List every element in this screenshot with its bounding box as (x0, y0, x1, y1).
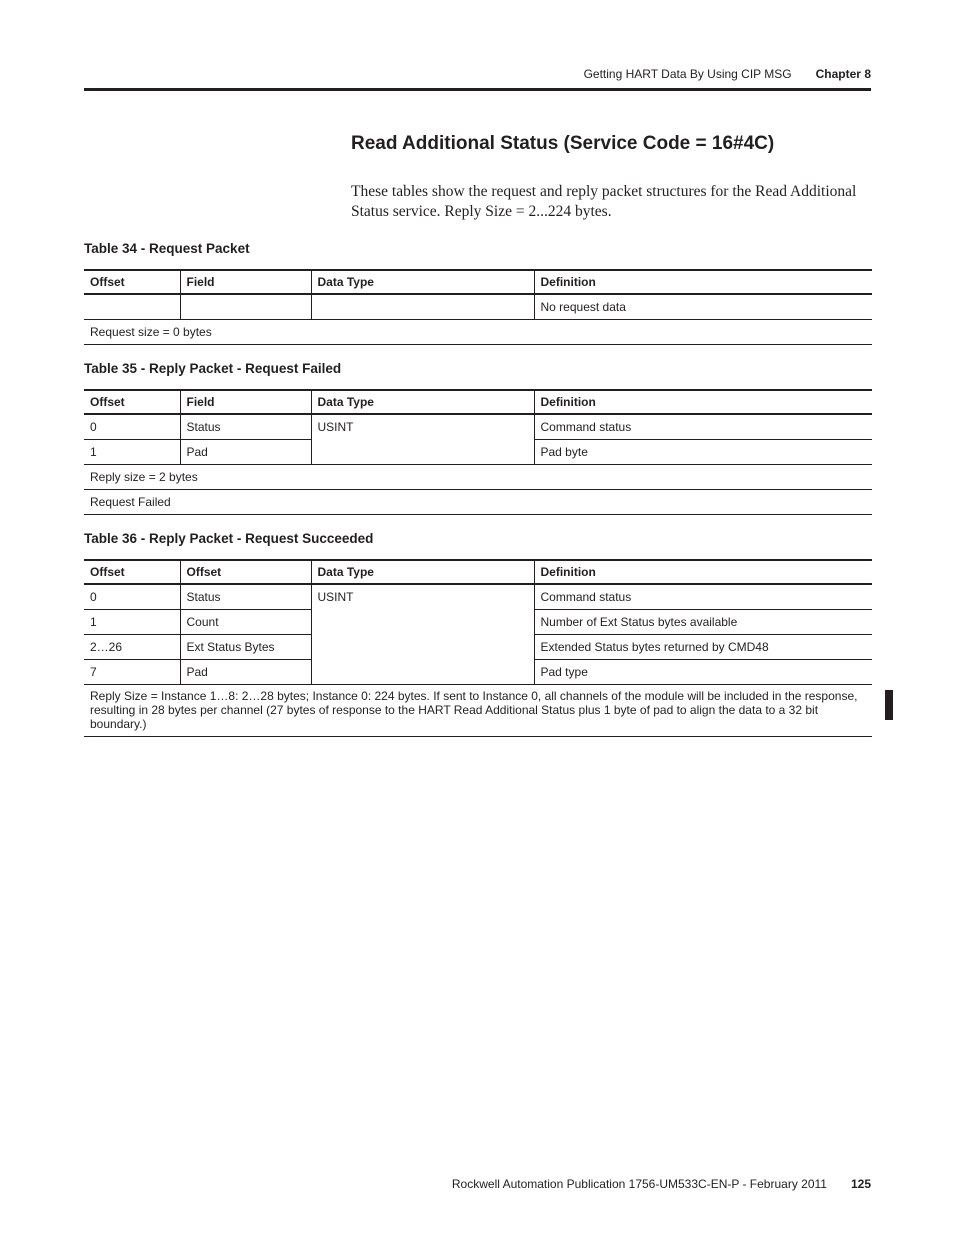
table-cell: Command status (534, 414, 872, 440)
table-cell: Pad (180, 440, 311, 465)
intro-paragraph: These tables show the request and reply packet structures for the Read Additional Status service. Reply Size = 2...224 bytes. (351, 183, 857, 220)
page-number: 125 (850, 1177, 871, 1191)
column-header: Definition (534, 270, 872, 294)
column-header: Data Type (311, 270, 534, 294)
table-cell: Pad type (534, 660, 872, 685)
column-header: Field (180, 390, 311, 414)
chapter-label: Chapter 8 (815, 67, 871, 81)
running-title: Getting HART Data By Using CIP MSG (583, 67, 792, 81)
table-cell: USINT (311, 584, 534, 685)
column-header: Definition (534, 560, 872, 584)
table-cell: Status (180, 414, 311, 440)
table-cell: 1 (84, 610, 180, 635)
table-cell: Extended Status bytes returned by CMD48 (534, 635, 872, 660)
table-note: Request Failed (84, 490, 872, 515)
table36-caption: Table 36 - Reply Packet - Request Succeeded (84, 531, 374, 546)
column-header: Definition (534, 390, 872, 414)
table-cell: 2…26 (84, 635, 180, 660)
column-header: Data Type (311, 560, 534, 584)
table-cell: Count (180, 610, 311, 635)
table-note-row (84, 685, 872, 737)
publication-info: Rockwell Automation Publication 1756-UM533C-EN-P - February 2011 (451, 1177, 827, 1191)
table35-caption: Table 35 - Reply Packet - Request Failed (84, 361, 342, 376)
table-cell: 1 (84, 440, 180, 465)
table-note-row (84, 490, 872, 515)
column-header: Data Type (311, 390, 534, 414)
table-row (84, 414, 872, 440)
change-bar (885, 690, 893, 720)
table-cell: Number of Ext Status bytes available (534, 610, 872, 635)
table-cell: USINT (311, 414, 534, 465)
table-cell (180, 294, 311, 320)
table-note-row (84, 465, 872, 490)
column-header: Offset (84, 390, 180, 414)
table-cell: Status (180, 584, 311, 610)
column-header: Offset (84, 560, 180, 584)
table-header-row (84, 560, 872, 584)
table-note-row (84, 320, 872, 345)
section-title: Read Additional Status (Service Code = 16#4C) (351, 133, 775, 154)
table-note: Reply Size = Instance 1…8: 2…28 bytes; Instance 0: 224 bytes. If sent to Instance 0, all channels of the module will be included in the response, resulting in 28 bytes per channel (27 bytes of response to the HART Read Additional Status plus 1 byte of pad to align the data to a 32 bit boundary.) (84, 685, 872, 737)
table-note: Reply size = 2 bytes (84, 465, 872, 490)
table-cell: 7 (84, 660, 180, 685)
table-cell: 0 (84, 414, 180, 440)
column-header: Field (180, 270, 311, 294)
table-cell: 0 (84, 584, 180, 610)
table-cell: Pad byte (534, 440, 872, 465)
table-cell: No request data (534, 294, 872, 320)
table-cell (84, 294, 180, 320)
table-header-row (84, 270, 872, 294)
table-cell: Ext Status Bytes (180, 635, 311, 660)
table-cell (311, 294, 534, 320)
request-packet-table (84, 269, 872, 345)
table-note: Request size = 0 bytes (84, 320, 872, 345)
reply-failed-table (84, 389, 872, 515)
header-rule (84, 88, 871, 91)
column-header: Offset (84, 270, 180, 294)
table-row (84, 584, 872, 610)
running-header (584, 67, 871, 81)
table-row (84, 294, 872, 320)
table-cell: Pad (180, 660, 311, 685)
table-cell: Command status (534, 584, 872, 610)
table34-caption: Table 34 - Request Packet (84, 241, 250, 256)
table-header-row (84, 390, 872, 414)
page-footer (452, 1177, 871, 1191)
column-header: Offset (180, 560, 311, 584)
reply-succeeded-table (84, 559, 872, 737)
